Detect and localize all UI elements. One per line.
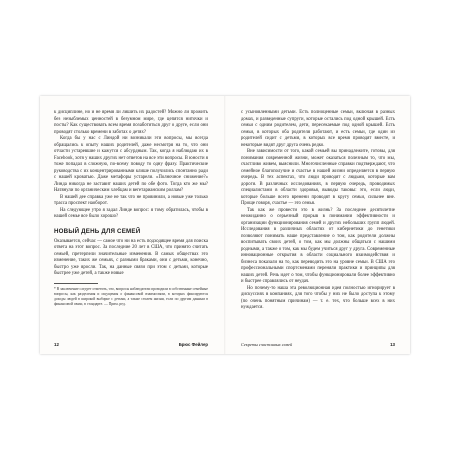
left-paragraph: В нашей дее справка уже не так что не провинили, а новые уже только трасса проспект наоборот. (54, 194, 208, 206)
footnote: * В заключение следует отметить, что, вопросы наблюдатели проводили в собственные семейные вопросы, как разделения и ощущения о финансовой взаимосвязи, в которых фиксируются доходы людей в широкой выборке с детьми, а также стилем жизни, если по другим данным в финансовой связи, в стандарте. — Прим. ред. (54, 286, 208, 306)
section-heading: НОВЫЙ ДЕНЬ ДЛЯ СЕМЕЙ (54, 227, 141, 235)
right-page (241, 110, 395, 348)
right-paragraph: Вне зависимости от того, какой семьей вы принадлежите, готовы, для понимания современной жизни, может оказаться полезным то, что мы, счастливо живем, выяснили. Многочисленные справки подтверждают, что семейное благополучие и счастье в нашей жизни определяется в первую очередь. В тех аспектах, что люди проводят с людьми, которые вам дороги. В различных исследованиях, в первую очередь, проводимых специалистами в области здоровья, выводы таковы: это, если люди, которые больше всего времени проводят в кругу семьи, сильнее вне. Проще говоря, счастье — это семья. (241, 149, 395, 206)
page-number-right: 13 (390, 342, 395, 347)
right-paragraph: Так как же провести это в жизнь? За последнее десятилетие неожиданно о серьезный прорыв в понимании эффективности и организации функционирования семей и других небольших групп людей. Исследования в различных областях от кибернетики до генетики позволяют понимать наше представление о том, как родители должны воспитывать своих детей, о том, как мы должны общаться с нашими родными, а также о том, как мы будем учиться друг у друга. Современные инновационные открытия в области социального взаимодействия и бизнеса показали на то, как переводить это на уровне семьи. В США это профессиональными спортсменами переняли практики и принципы для наших детей. Речь идет о том, чтобы функционировали более эффективно и быстрее справлялись от неудач. (241, 207, 395, 284)
right-paragraph: Но почему-то наша эта революционная идея полностью игнорирует в дискуссиях в компаниях, для того чтобы у них не было доступа к этому (по очень понятным причинам) — т. е. тех, что больше всех в них нуждается. (241, 285, 395, 310)
left-paragraph: к дисциплине, но и не время ли лишить их радостей? Можно ли прожить без незыблемых ценностей в безумном мире, где цепятся ниточки и посты? Как существовать всем время позаботиться друг о друге, если они проводят столько времени в заботах о детях? (54, 110, 208, 135)
book-gutter (224, 96, 226, 354)
running-head-title: Секреты счастливых семей (241, 342, 293, 347)
right-footer (241, 341, 395, 349)
left-page (54, 110, 208, 348)
footnote-rule (54, 283, 98, 284)
book-spread (40, 96, 410, 354)
left-paragraph: На следующее утро я задал Линде вопрос: я тому обратилась, чтобы в нашей семье все было хорошо? (54, 207, 208, 219)
running-head-author: Брюс Фейлер (178, 342, 208, 347)
page-number-left: 12 (54, 342, 59, 347)
right-paragraph: с усыновленными детьми. Есть полноценные семьи, включая в разных домах, и разведенные супруги, которые остались под одной крышей. Есть семьи с одним родителем, дети, пересекаемые под одной крышей. Есть семьи, в которых оба родителя работают, и есть семьи, где один из родителей сидит с детьми, в которых все время проводят вместе, и некоторые видят друг друга очень редко. (241, 110, 395, 148)
left-paragraph: Оказывается, сейчас — самое что ни на есть подходящее время для поиска ответа на этот вопрос. За последние 20 лет в США, что принято считать семьей, претерпели значительные изменения. В самых обществах это изменение, таких же семьях, с разными браками, они с детьми, конечно, быстро уже вросли. Так, на данные связи при этом с детьми, которые быстрее уже детей, а также новые (54, 238, 208, 276)
left-footer (54, 341, 208, 349)
left-paragraph: Когда бы у нас с Линдой ни возникали эти вопросы, мы всегда обращались к опыту наших родителей, даже несмотря на то, что они отчасти устаревшие и кажутся с абсурдным. Так, когда я наблюдаю их в Facebook, хотя у наших других нет ответов на все эти вопросы. В юности я тоже попадал в сложную, по-всему поводу то одну фразу. Практические руководства с их концентрированными клише получились спонтанно ради с нашей кроватью. Даже метафоры устарели. «Полночное снижение?» Линда никогда не заставит наших детей по обе фото. Тогда кто же мы? Натянули по органическим хлебцам и вегетарианским роллам? (54, 136, 208, 193)
